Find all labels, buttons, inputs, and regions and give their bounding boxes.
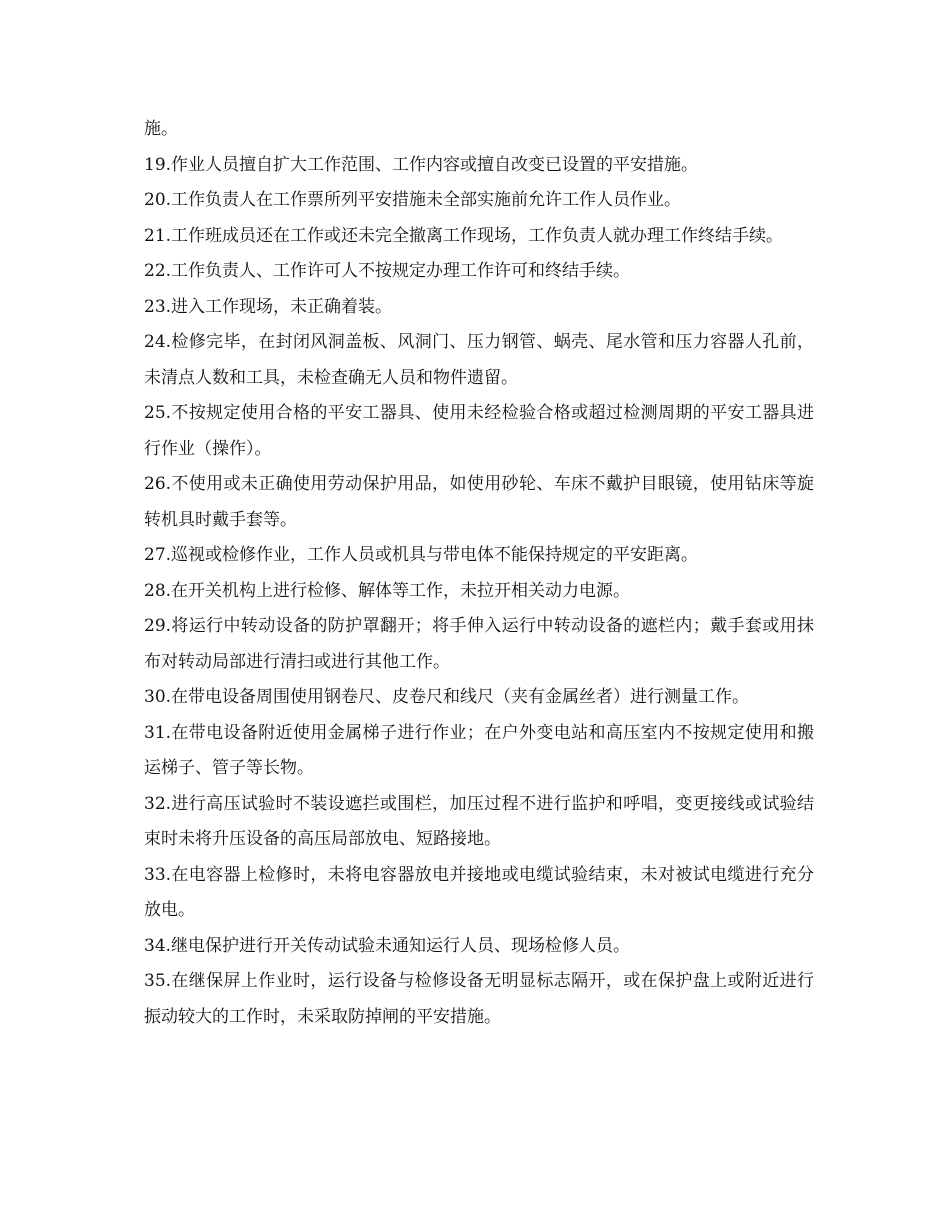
list-item-19: 19.作业人员擅自扩大工作范围、工作内容或擅自改变已设置的平安措施。 bbox=[144, 154, 699, 175]
list-item-26: 26.不使用或未正确使用劳动保护用品，如使用砂轮、车床不戴护目眼镜，使用钻床等旋转机具时戴手套等。 bbox=[144, 474, 814, 530]
paragraph-continuation: 施。 bbox=[144, 119, 178, 139]
list-item-27: 27.巡视或检修作业，工作人员或机具与带电体不能保持规定的平安距离。 bbox=[144, 545, 699, 565]
list-item-21: 21.工作班成员还在工作或还未完全撤离工作现场，工作负责人就办理工作终结手续。 bbox=[144, 225, 784, 246]
list-item-33: 33.在电容器上检修时，未将电容器放电并接地或电缆试验结束，未对被试电缆进行充分放电。 bbox=[144, 864, 814, 920]
list-item-29: 29.将运行中转动设备的防护罩翻开；将手伸入运行中转动设备的遮栏内；戴手套或用抹布对转动局部进行清扫或进行其他工作。 bbox=[144, 616, 814, 672]
list-item-32: 32.进行高压试验时不装设遮拦或围栏，加压过程不进行监护和呼唱，变更接线或试验结束时未将升压设备的高压局部放电、短路接地。 bbox=[144, 793, 814, 849]
document-body bbox=[144, 112, 814, 1035]
list-item-28: 28.在开关机构上进行检修、解体等工作，未拉开相关动力电源。 bbox=[144, 580, 631, 601]
list-item-24: 24.检修完毕，在封闭风洞盖板、风洞门、压力钢管、蜗壳、尾水管和压力容器人孔前，未清点人数和工具，未检查确无人员和物件遗留。 bbox=[144, 332, 814, 388]
list-item-23: 23.进入工作现场，未正确着装。 bbox=[144, 296, 393, 317]
list-item-20: 20.工作负责人在工作票所列平安措施未全部实施前允许工作人员作业。 bbox=[144, 190, 682, 210]
list-item-30: 30.在带电设备周围使用钢卷尺、皮卷尺和线尺（夹有金属丝者）进行测量工作。 bbox=[144, 687, 750, 707]
list-item-34: 34.继电保护进行开关传动试验未通知运行人员、现场检修人员。 bbox=[144, 935, 631, 956]
list-item-22: 22.工作负责人、工作许可人不按规定办理工作许可和终结手续。 bbox=[144, 261, 631, 281]
list-item-35: 35.在继保屏上作业时，运行设备与检修设备无明显标志隔开，或在保护盘上或附近进行振动较大的工作时，未采取防掉闸的平安措施。 bbox=[144, 971, 814, 1027]
list-item-25: 25.不按规定使用合格的平安工器具、使用未经检验合格或超过检测周期的平安工器具进行作业（操作）。 bbox=[144, 403, 814, 459]
list-item-31: 31.在带电设备附近使用金属梯子进行作业；在户外变电站和高压室内不按规定使用和搬运梯子、管子等长物。 bbox=[144, 722, 814, 778]
